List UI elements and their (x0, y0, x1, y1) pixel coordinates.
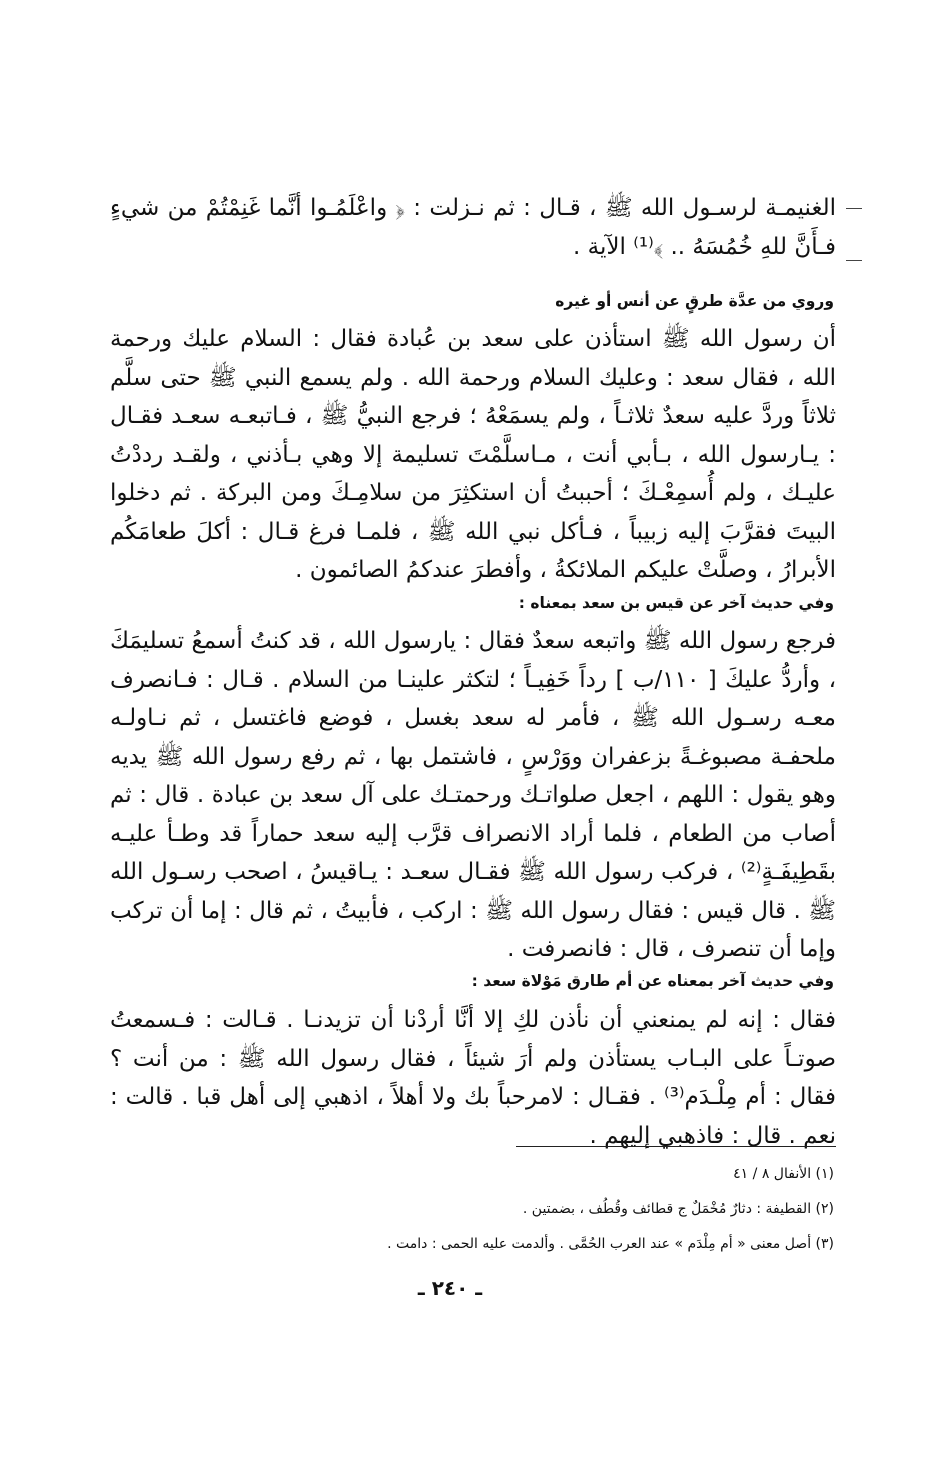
first-hadith-block (110, 320, 836, 590)
section-heading-qays: وفي حديث آخر عن قيس بن سعد بمعناه : (518, 594, 834, 612)
margin-mark (846, 260, 862, 261)
second-hadith-paragraph: فرجع رسول الله ﷺ واتبعه سعدٌ فقال : يارسول الله ، قد كنتُ أسمعُ تسليمَكَ ، وأردُّ عليكَ [ ١١٠/ب ] رداً خَفِيـاً ؛ لتكثر علينـا من السلام . قـال : فـانصرف معـه رسـول الله ﷺ ، فأمر له سعد بغسل ، فوضع فاغتسل ، ثم نـاولـه ملحفـة مصبوغـةً بزعفران ووَرْسٍ ، فاشتمل بها ، ثم رفع رسول الله ﷺ يديه وهو يقول : اللهم ، اجعل صلواتـك ورحمتـك على آل سعد بن عبادة . قال : ثم أصاب من الطعام ، فلما أراد الانصراف قرَّب إليه سعد حماراً قد وطـأ عليـه بقَطِيفَـةٍ⁽²⁾ ، فركب رسول الله ﷺ فقـال سعـد : يـاقيسُ ، اصحب رسـول الله ﷺ . قال قيس : فقال رسول الله ﷺ : اركب ، فأبيتُ ، ثم قال : إما أن تركب وإما أن تنصرف ، قال : فانصرفت . (110, 628, 836, 962)
footnote-2: (٢) القطيفة : دثارٌ مُخْمَلٌ ج قطائف وقُطُف ، بضمتين . (522, 1201, 834, 1217)
footnote-1: (١) الأنفال ٨ / ٤١ (733, 1166, 834, 1182)
second-hadith-block (110, 622, 836, 969)
opening-paragraph: الغنيمـة لرسـول الله ﷺ ، قـال : ثم نـزلت : ﴿ واعْلَمُـوا أنَّما غَنِمْتُمْ من شيءٍ فـأَنَّ للهِ خُمُسَهُ .. ﴾⁽¹⁾ الآية . (110, 195, 836, 260)
page-number: ـ ٢٤٠ ـ (417, 1276, 483, 1300)
footnote-3: (٣) أصل معنى « أم مِلْدَم » عند العرب الحُمَّى . وألدمت عليه الحمى : دامت . (387, 1236, 834, 1252)
first-hadith-paragraph: أن رسول الله ﷺ استأذن على سعد بن عُبادة فقال : السلام عليك ورحمة الله ، فقال سعد : وعليك السلام ورحمة الله . ولم يسمع النبي ﷺ حتى سلَّم ثلاثاً وردَّ عليه سعدٌ ثلاثـاً ، ولم يسمَعْهُ ؛ فرجع النبيُّ ﷺ ، فـاتبعـه سعـد فقـال : يـارسول الله ، بـأبي أنت ، مـاسلَّمْتَ تسليمة إلا وهي بـأذني ، ولقـد رددْتُ عليـك ، ولم أُسمِعْـكَ ؛ أحببتُ أن استكثِرَ من سلامِـكَ ومن البركة . ثم دخلوا البيتَ فقرَّبَ إليه زبيباً ، فـأكل نبي الله ﷺ ، فلمـا فرغ قـال : أكلَ طعامَكُم الأبرارُ ، وصلَّتْ عليكم الملائكةُ ، وأفطرَ عندكمُ الصائمون . (110, 326, 836, 583)
third-hadith-paragraph: فقال : إنه لم يمنعني أن نأذن لكِ إلا أنَّا أردْنا أن تزيدنـا . قـالت : فـسمعتُ صوتـاً على البـاب يستأذن ولم أرَ شيئاً ، فقال رسول الله ﷺ : من أنت ؟ فقال : أم مِلْـدَم⁽³⁾ . فقـال : لامرحباً بك ولا أهلاً ، اذهبي إلى أهل قبا . قالت : نعم . قال : فاذهبي إليهم . (110, 1007, 836, 1149)
opening-paragraph-block (110, 189, 836, 266)
section-heading-anas: وروي من عدَّة طرقٍ عن أنس أو غيره (555, 292, 834, 310)
section-heading-umm-tariq: وفي حديث آخر بمعناه عن أم طارق مَوْلاة سعد : (471, 972, 834, 990)
third-hadith-block (110, 1001, 836, 1155)
margin-mark (846, 208, 862, 209)
footnote-separator (516, 1146, 836, 1147)
